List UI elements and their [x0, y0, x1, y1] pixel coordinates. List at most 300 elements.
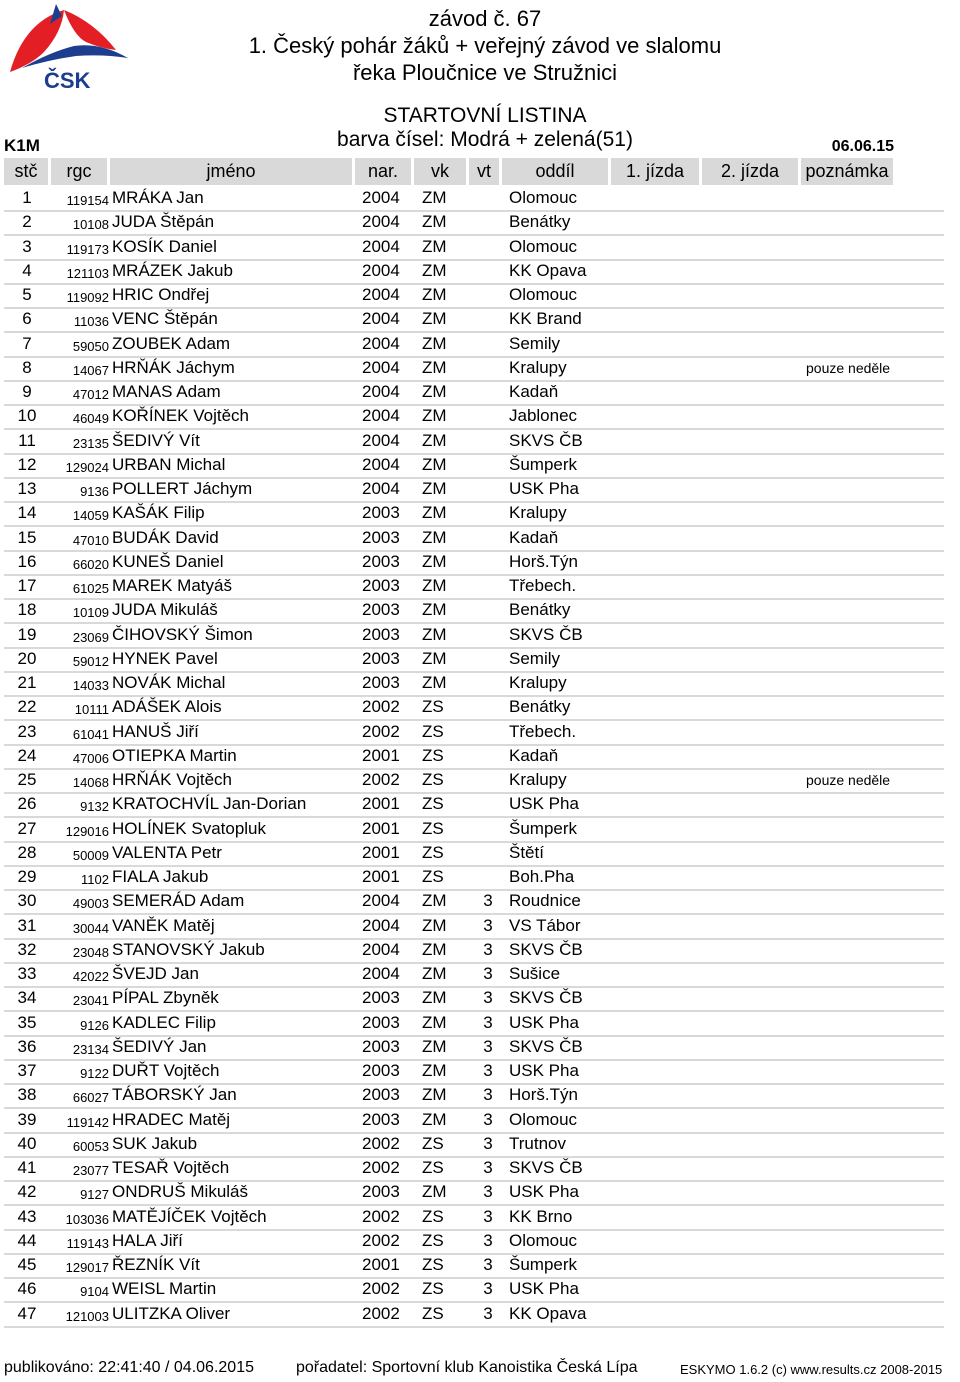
- row-birth-year: 2003: [362, 503, 400, 523]
- row-club: Štětí: [509, 842, 544, 862]
- row-club: SKVS ČB: [509, 1036, 583, 1056]
- row-birth-year: 2004: [362, 430, 400, 450]
- row-reg-number: 10111: [74, 702, 109, 718]
- row-age-category: ZM: [422, 939, 447, 959]
- row-name: MATĚJÍČEK Vojtěch: [112, 1206, 267, 1226]
- row-name: JUDA Mikuláš: [112, 600, 218, 620]
- row-reg-number: 9127: [80, 1187, 109, 1203]
- table-row: [4, 283, 944, 309]
- row-start-number: 4: [22, 260, 32, 280]
- row-name: HOLÍNEK Svatopluk: [112, 818, 267, 838]
- row-name: JUDA Štěpán: [112, 212, 215, 232]
- row-class: 3: [483, 915, 493, 935]
- row-age-category: ZM: [422, 576, 447, 595]
- row-class: 3: [483, 1133, 493, 1153]
- row-age-category: ZM: [422, 891, 447, 911]
- row-club: Šumperk: [509, 454, 578, 474]
- organizer: pořadatel: Sportovní klub Kanoistika Česká Lípa: [296, 1359, 638, 1376]
- row-name: VANĚK Matěj: [112, 915, 215, 935]
- row-age-category: ZS: [422, 842, 444, 862]
- row-age-category: ZS: [422, 697, 444, 717]
- row-start-number: 6: [22, 309, 32, 329]
- row-start-number: 16: [17, 551, 37, 571]
- row-reg-number: 66020: [72, 556, 109, 572]
- row-age-category: ZS: [422, 1230, 444, 1250]
- row-class: [478, 841, 498, 865]
- row-reg-number: 46049: [72, 411, 109, 427]
- row-age-category: ZM: [422, 600, 447, 620]
- table-row: [4, 307, 944, 333]
- table-row: [4, 550, 944, 576]
- software-credit: ESKYMO 1.6.2 (c) www.results.cz 2008-2015: [680, 1362, 943, 1377]
- row-birth-year: 2003: [362, 600, 400, 620]
- venue: řeka Ploučnice ve Stružnici: [352, 60, 618, 85]
- row-birth-year: 2004: [362, 188, 400, 207]
- row-name: ŠEDIVÝ Vít: [112, 430, 200, 450]
- table-row: [4, 962, 944, 988]
- table-row: [4, 356, 944, 382]
- row-name: HANUŠ Jiří: [112, 721, 199, 741]
- row-birth-year: 2002: [362, 1206, 400, 1226]
- table-row: [4, 986, 944, 1012]
- row-reg-number: 9104: [80, 1284, 109, 1300]
- row-club: SKVS ČB: [509, 430, 583, 450]
- row-reg-number: 11036: [73, 314, 109, 330]
- row-class: [478, 356, 498, 380]
- row-club: Horš.Týn: [509, 551, 578, 571]
- table-row: [4, 1205, 944, 1231]
- row-birth-year: 2001: [362, 1255, 400, 1274]
- row-class: 3: [483, 1158, 493, 1177]
- row-club: Semily: [509, 648, 561, 668]
- table-row: [4, 768, 944, 794]
- row-reg-number: 59050: [72, 338, 109, 354]
- row-start-number: 11: [18, 430, 36, 450]
- row-start-number: 13: [17, 479, 37, 498]
- col-note: poznámka: [801, 158, 893, 185]
- row-name: VALENTA Petr: [112, 842, 222, 862]
- table-row: [4, 598, 944, 624]
- row-club: KK Brand: [509, 309, 582, 329]
- table-row: [4, 429, 944, 455]
- row-class: [478, 477, 498, 501]
- row-reg-number: 14067: [72, 362, 109, 378]
- row-reg-number: 121003: [65, 1308, 109, 1324]
- row-club: USK Pha: [509, 794, 579, 814]
- row-name: MANAS Adam: [112, 382, 221, 401]
- row-birth-year: 2004: [362, 382, 400, 401]
- row-reg-number: 119142: [66, 1114, 109, 1130]
- row-name: KOŘÍNEK Vojtěch: [112, 406, 250, 426]
- row-start-number: 38: [17, 1085, 37, 1105]
- table-row: [4, 1180, 944, 1206]
- row-name: NOVÁK Michal: [112, 673, 226, 692]
- row-reg-number: 9136: [80, 484, 109, 499]
- row-reg-number: 121103: [66, 265, 109, 281]
- row-birth-year: 2004: [362, 939, 400, 959]
- row-reg-number: 14059: [72, 508, 109, 524]
- row-age-category: ZM: [422, 1085, 447, 1105]
- col-run1: 1. jízda: [611, 158, 699, 185]
- row-start-number: 30: [17, 891, 37, 911]
- row-name: HALA Jiří: [112, 1230, 183, 1250]
- row-start-number: 21: [17, 673, 37, 692]
- row-start-number: 19: [17, 624, 37, 644]
- row-birth-year: 2003: [362, 1182, 400, 1202]
- row-class: 3: [483, 939, 493, 959]
- row-name: DUŘT Vojtěch: [112, 1061, 220, 1080]
- row-start-number: 43: [17, 1206, 37, 1226]
- row-reg-number: 14033: [72, 678, 109, 693]
- row-club: Šumperk: [509, 818, 578, 838]
- row-club: Kralupy: [509, 673, 567, 692]
- row-reg-number: 10109: [72, 605, 109, 621]
- row-club: Kralupy: [509, 503, 567, 523]
- row-age-category: ZM: [422, 285, 447, 304]
- row-birth-year: 2003: [362, 1061, 400, 1080]
- row-reg-number: 9132: [80, 799, 109, 815]
- date: 06.06.15: [831, 138, 894, 155]
- row-class: [478, 792, 498, 816]
- row-class: [478, 404, 498, 428]
- row-class: 3: [483, 964, 493, 983]
- row-age-category: ZM: [422, 188, 447, 207]
- table-row: [4, 671, 944, 697]
- row-name: HRŇÁK Vojtěch: [112, 770, 232, 789]
- row-name: ŠVEJD Jan: [112, 964, 199, 983]
- row-class: [478, 186, 498, 210]
- row-reg-number: 47006: [72, 750, 109, 766]
- row-birth-year: 2003: [362, 576, 400, 595]
- row-start-number: 46: [17, 1279, 37, 1299]
- row-name: HYNEK Pavel: [112, 648, 218, 668]
- row-start-number: 47: [17, 1303, 37, 1323]
- row-club: Olomouc: [509, 236, 578, 256]
- row-birth-year: 2001: [362, 745, 400, 765]
- row-name: KADLEC Filip: [112, 1012, 216, 1032]
- table-row: [4, 186, 944, 212]
- table-row: [4, 259, 944, 285]
- row-age-category: ZM: [422, 964, 447, 983]
- row-reg-number: 119154: [66, 193, 109, 208]
- row-birth-year: 2004: [362, 236, 400, 256]
- row-club: KK Opava: [509, 1303, 587, 1323]
- table-row: [4, 1253, 944, 1279]
- row-birth-year: 2004: [362, 309, 400, 329]
- row-club: Třebech.: [509, 576, 577, 595]
- row-start-number: 2: [22, 212, 32, 232]
- row-name: URBAN Michal: [112, 454, 226, 474]
- table-row: [4, 865, 944, 891]
- row-club: VS Tábor: [509, 915, 581, 935]
- row-club: Boh.Pha: [509, 867, 575, 886]
- table-row: [4, 695, 944, 721]
- row-name: ŘEZNÍK Vít: [112, 1255, 200, 1274]
- table-row: [4, 720, 944, 746]
- row-reg-number: 66027: [72, 1090, 109, 1106]
- row-name: HRIC Ondřej: [112, 285, 210, 304]
- row-name: STANOVSKÝ Jakub: [112, 939, 265, 959]
- row-class: [478, 526, 498, 550]
- row-start-number: 37: [17, 1061, 37, 1080]
- row-start-number: 34: [17, 988, 37, 1008]
- row-club: Šumperk: [509, 1255, 578, 1274]
- row-birth-year: 2004: [362, 479, 400, 498]
- row-class: 3: [483, 1206, 493, 1226]
- row-birth-year: 2004: [362, 406, 400, 426]
- row-age-category: ZM: [422, 915, 447, 935]
- col-rgc: rgc: [51, 158, 107, 185]
- row-birth-year: 2003: [362, 648, 400, 668]
- row-club: SKVS ČB: [509, 624, 583, 644]
- row-birth-year: 2001: [362, 867, 400, 886]
- row-birth-year: 2003: [362, 1036, 400, 1056]
- row-age-category: ZM: [422, 406, 447, 426]
- row-class: 3: [483, 1230, 493, 1250]
- row-club: Olomouc: [509, 188, 578, 207]
- row-reg-number: 23134: [72, 1041, 109, 1057]
- row-start-number: 23: [17, 721, 37, 741]
- row-class: 3: [483, 1109, 493, 1129]
- row-club: Benátky: [509, 697, 571, 717]
- row-reg-number: 23077: [72, 1163, 109, 1178]
- row-reg-number: 9122: [80, 1066, 109, 1081]
- row-class: 3: [483, 1036, 493, 1056]
- row-start-number: 35: [17, 1012, 37, 1032]
- table-row: [4, 1083, 944, 1109]
- row-reg-number: 47010: [72, 532, 109, 548]
- row-reg-number: 119173: [66, 241, 109, 257]
- row-age-category: ZM: [422, 382, 447, 401]
- row-class: 3: [483, 1182, 493, 1202]
- row-age-category: ZM: [422, 357, 447, 377]
- table-row: [4, 623, 944, 649]
- row-start-number: 24: [17, 745, 37, 765]
- row-class: [478, 865, 498, 889]
- row-note: pouze neděle: [806, 772, 891, 788]
- row-class: [478, 283, 498, 307]
- row-class: [478, 307, 498, 331]
- row-note: pouze neděle: [806, 359, 891, 376]
- row-name: MRÁZEK Jakub: [112, 260, 233, 280]
- row-age-category: ZS: [422, 1206, 444, 1226]
- row-class: [478, 720, 498, 744]
- row-class: 3: [483, 1061, 493, 1080]
- row-name: OTIEPKA Martin: [112, 745, 237, 765]
- row-club: SKVS ČB: [509, 939, 583, 959]
- row-birth-year: 2004: [362, 260, 400, 280]
- row-club: Kadaň: [509, 527, 559, 547]
- row-club: Trutnov: [509, 1133, 567, 1153]
- row-name: SUK Jakub: [112, 1133, 198, 1153]
- row-age-category: ZM: [422, 527, 447, 547]
- row-class: [478, 429, 498, 453]
- row-reg-number: 59012: [72, 653, 109, 669]
- row-class: 3: [483, 1085, 493, 1105]
- row-reg-number: 129024: [65, 459, 109, 475]
- row-club: Olomouc: [509, 1230, 578, 1250]
- table-row: [4, 332, 944, 358]
- row-age-category: ZS: [422, 1255, 444, 1274]
- table-row: [4, 744, 944, 770]
- row-birth-year: 2003: [362, 551, 400, 571]
- row-start-number: 7: [22, 333, 32, 353]
- row-name: ADÁŠEK Alois: [112, 697, 222, 717]
- row-club: KK Opava: [509, 260, 587, 280]
- event-title: 1. Český pohár žáků + veřejný závod ve slalomu: [248, 33, 722, 58]
- row-start-number: 10: [17, 406, 37, 426]
- row-class: [478, 768, 498, 792]
- row-class: [478, 259, 498, 283]
- row-age-category: ZM: [422, 673, 447, 692]
- row-name: MAREK Matyáš: [112, 576, 232, 595]
- table-row: [4, 574, 944, 600]
- row-start-number: 18: [17, 600, 37, 620]
- row-start-number: 32: [17, 939, 37, 959]
- row-name: KAŠÁK Filip: [112, 503, 205, 523]
- row-club: Horš.Týn: [509, 1085, 578, 1105]
- table-row: [4, 235, 944, 261]
- logo-text: ČSK: [44, 68, 91, 92]
- row-start-number: 29: [17, 867, 37, 886]
- row-reg-number: 9126: [80, 1017, 109, 1033]
- row-start-number: 26: [17, 794, 37, 814]
- row-age-category: ZM: [422, 503, 447, 523]
- row-class: [478, 598, 498, 622]
- row-reg-number: 23041: [72, 993, 109, 1009]
- row-name: HRADEC Matěj: [112, 1109, 231, 1129]
- row-start-number: 17: [17, 576, 37, 595]
- row-reg-number: 14068: [72, 775, 109, 790]
- col-vt: vt: [469, 158, 499, 185]
- row-birth-year: 2001: [362, 818, 400, 838]
- row-birth-year: 2002: [362, 1279, 400, 1299]
- table-row: [4, 889, 944, 915]
- row-start-number: 3: [22, 236, 32, 256]
- table-row: [4, 1011, 944, 1037]
- row-name: ČIHOVSKÝ Šimon: [112, 624, 253, 644]
- row-name: TÁBORSKÝ Jan: [112, 1085, 237, 1105]
- row-start-number: 9: [22, 382, 32, 401]
- row-start-number: 44: [17, 1230, 37, 1250]
- row-name: MRÁKA Jan: [112, 188, 204, 207]
- row-start-number: 39: [17, 1109, 37, 1129]
- row-class: [478, 235, 498, 259]
- row-age-category: ZM: [422, 1182, 447, 1202]
- col-vk: vk: [414, 158, 466, 185]
- row-class: 3: [483, 988, 493, 1008]
- row-age-category: ZM: [422, 212, 447, 232]
- row-club: Třebech.: [509, 721, 577, 741]
- table-row: [4, 453, 944, 479]
- col-nar: nar.: [355, 158, 411, 185]
- row-club: Semily: [509, 333, 561, 353]
- row-club: Benátky: [509, 600, 571, 620]
- row-class: 3: [483, 891, 493, 911]
- row-name: POLLERT Jáchym: [112, 479, 253, 498]
- row-class: [478, 332, 498, 356]
- row-name: ULITZKA Oliver: [112, 1303, 231, 1323]
- row-start-number: 14: [17, 503, 37, 523]
- row-age-category: ZS: [422, 1133, 444, 1153]
- table-row: [4, 792, 944, 818]
- row-reg-number: 47012: [72, 387, 109, 402]
- row-age-category: ZS: [422, 1279, 444, 1299]
- row-reg-number: 23135: [72, 435, 109, 451]
- row-age-category: ZM: [422, 648, 447, 668]
- row-birth-year: 2002: [362, 1303, 400, 1323]
- row-class: 3: [483, 1279, 493, 1299]
- row-start-number: 40: [17, 1133, 37, 1153]
- row-class: [478, 380, 498, 404]
- row-birth-year: 2004: [362, 285, 400, 304]
- row-start-number: 45: [17, 1255, 37, 1274]
- table-row: [4, 914, 944, 940]
- table-row: [4, 1302, 944, 1328]
- row-class: [478, 671, 498, 695]
- row-reg-number: 10108: [72, 217, 109, 233]
- row-age-category: ZM: [422, 454, 447, 474]
- row-class: 3: [483, 1255, 493, 1274]
- row-class: [478, 817, 498, 841]
- table-row: [4, 1108, 944, 1134]
- row-birth-year: 2004: [362, 454, 400, 474]
- row-reg-number: 30044: [72, 920, 109, 936]
- row-reg-number: 23048: [72, 944, 109, 960]
- table-row: [4, 380, 944, 406]
- row-age-category: ZM: [422, 333, 447, 353]
- row-start-number: 28: [17, 842, 37, 862]
- row-age-category: ZM: [422, 1036, 447, 1056]
- row-birth-year: 2004: [362, 212, 400, 232]
- row-birth-year: 2004: [362, 915, 400, 935]
- row-start-number: 8: [22, 357, 32, 377]
- row-age-category: ZM: [422, 430, 447, 450]
- row-club: Kralupy: [509, 770, 567, 789]
- row-birth-year: 2004: [362, 357, 400, 377]
- row-name: PÍPAL Zbyněk: [112, 988, 219, 1008]
- row-class: [478, 210, 498, 234]
- row-class: [478, 647, 498, 671]
- table-row: [4, 1229, 944, 1255]
- row-name: VENC Štěpán: [112, 309, 218, 329]
- row-reg-number: 49003: [72, 896, 109, 912]
- row-name: FIALA Jakub: [112, 867, 209, 886]
- row-name: WEISL Martin: [112, 1279, 217, 1299]
- row-birth-year: 2002: [362, 697, 400, 717]
- table-row: [4, 210, 944, 236]
- row-reg-number: 61025: [72, 581, 109, 596]
- row-birth-year: 2003: [362, 1085, 400, 1105]
- row-start-number: 15: [17, 527, 37, 547]
- row-birth-year: 2003: [362, 527, 400, 547]
- row-age-category: ZS: [422, 1158, 444, 1177]
- row-club: KK Brno: [509, 1206, 573, 1226]
- published-time: publikováno: 22:41:40 / 04.06.2015: [4, 1359, 254, 1376]
- row-birth-year: 2003: [362, 1109, 400, 1129]
- row-age-category: ZM: [422, 260, 447, 280]
- row-reg-number: 129016: [65, 823, 109, 839]
- row-age-category: ZS: [422, 721, 444, 741]
- row-club: Kralupy: [509, 357, 567, 377]
- row-club: USK Pha: [509, 1012, 579, 1032]
- row-reg-number: 1102: [81, 872, 109, 887]
- table-row: [4, 647, 944, 673]
- row-birth-year: 2002: [362, 721, 400, 741]
- row-birth-year: 2002: [362, 1230, 400, 1250]
- row-class: 3: [483, 1012, 493, 1032]
- row-reg-number: 60053: [72, 1138, 109, 1154]
